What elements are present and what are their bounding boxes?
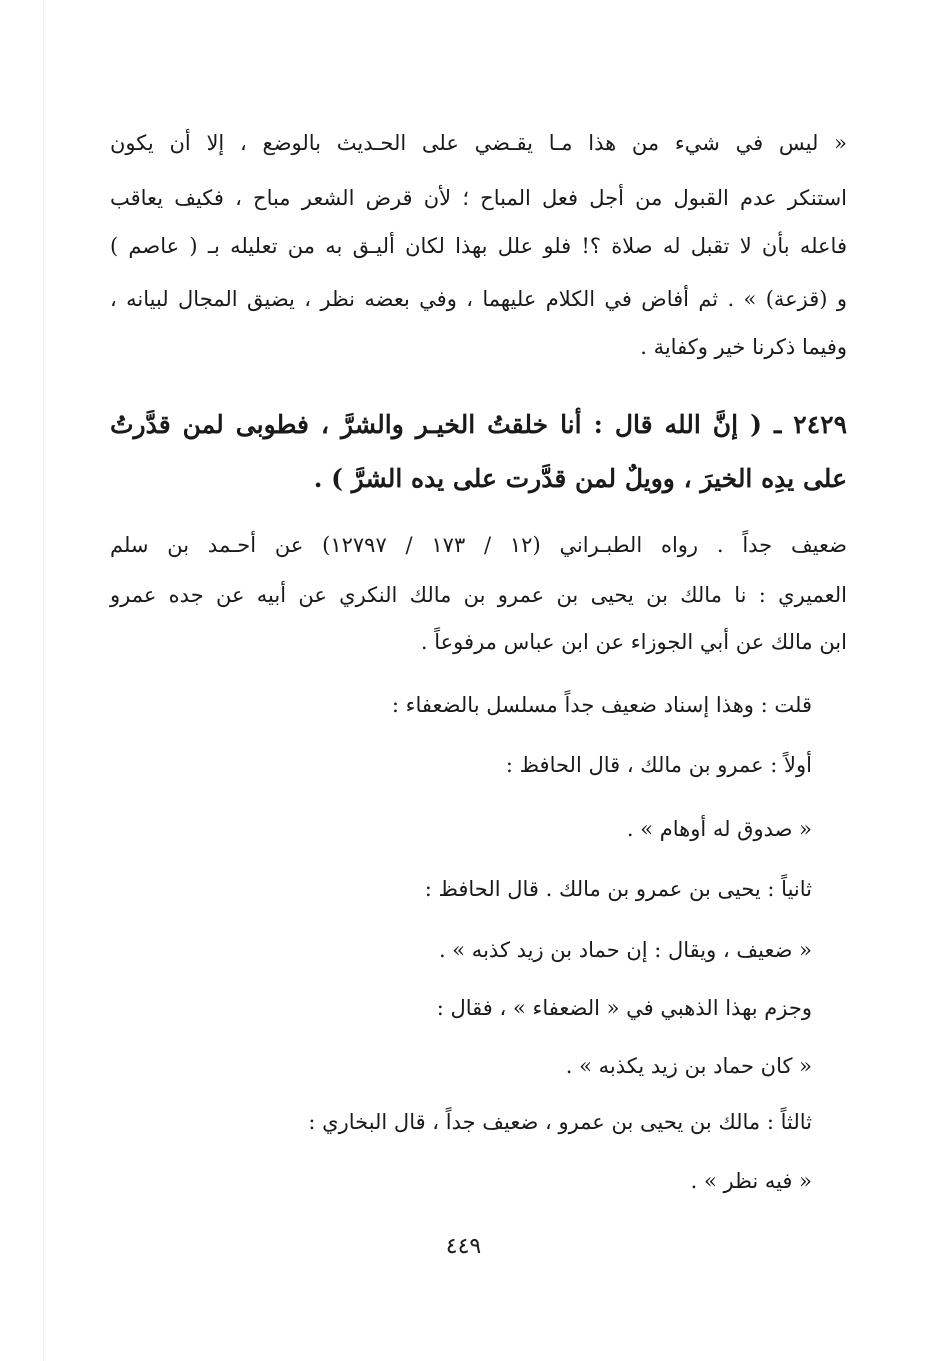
commentary-line-5: « ضعيف ، ويقال : إن حماد بن زيد كذبه » .: [438, 938, 812, 962]
intro-line-4: و (قزعة) » . ثم أفاض في الكلام عليهما ، وفي بعضه نظر ، يضيق المجال لبيانه ،: [110, 287, 847, 311]
grading-line-3: ابن مالك عن أبي الجوزاء عن ابن عباس مرفوعاً .: [420, 630, 847, 654]
commentary-line-7: « كان حماد بن زيد يكذبه » .: [565, 1054, 812, 1078]
commentary-line-8: ثالثاً : مالك بن يحيى بن عمرو ، ضعيف جداً ، قال البخاري :: [308, 1110, 812, 1134]
grading-line-1: ضعيف جداً . رواه الطبـراني (١٢ / ١٧٣ / ١٢٧٩٧) عن أحـمد بن سلم: [110, 533, 847, 557]
intro-line-1: « ليس في شيء من هذا مـا يقـضي على الحـديث بالوضع ، إلا أن يكون: [110, 131, 847, 155]
commentary-line-6: وجزم بهذا الذهبي في « الضعفاء » ، فقال :: [436, 996, 812, 1020]
hadith-line-1: ٢٤٢٩ ـ ( إنَّ الله قال : أنا خلقتُ الخيـر والشرَّ ، فطوبى لمن قدَّرتُ: [110, 410, 847, 439]
commentary-line-2: أولاً : عمرو بن مالك ، قال الحافظ :: [505, 753, 812, 777]
intro-line-2: استنكر عدم القبول من أجل فعل المباح ؛ لأن قرض الشعر مباح ، فكيف يعاقب: [110, 186, 847, 210]
intro-line-3: فاعله بأن لا تقبل له صلاة ؟! فلو علل بهذا لكان أليـق به من تعليله بـ ( عاصم ): [110, 234, 847, 258]
commentary-line-3: « صدوق له أوهام » .: [626, 817, 812, 841]
hadith-line-2: على يدِه الخيرَ ، وويلٌ لمن قدَّرت على يده الشرَّ ) .: [313, 464, 847, 493]
scan-edge-line: [43, 0, 44, 1361]
commentary-line-4: ثانياً : يحيى بن عمرو بن مالك . قال الحافظ :: [424, 877, 812, 901]
page-number: ٤٤٩: [445, 1234, 482, 1259]
commentary-line-9: « فيه نظر » .: [690, 1169, 812, 1193]
intro-line-5: وفيما ذكرنا خير وكفاية .: [640, 335, 847, 359]
commentary-line-1: قلت : وهذا إسناد ضعيف جداً مسلسل بالضعفاء :: [391, 693, 812, 717]
grading-line-2: العميري : نا مالك بن يحيى بن عمرو بن مالك النكري عن أبيه عن جده عمرو: [110, 583, 847, 607]
